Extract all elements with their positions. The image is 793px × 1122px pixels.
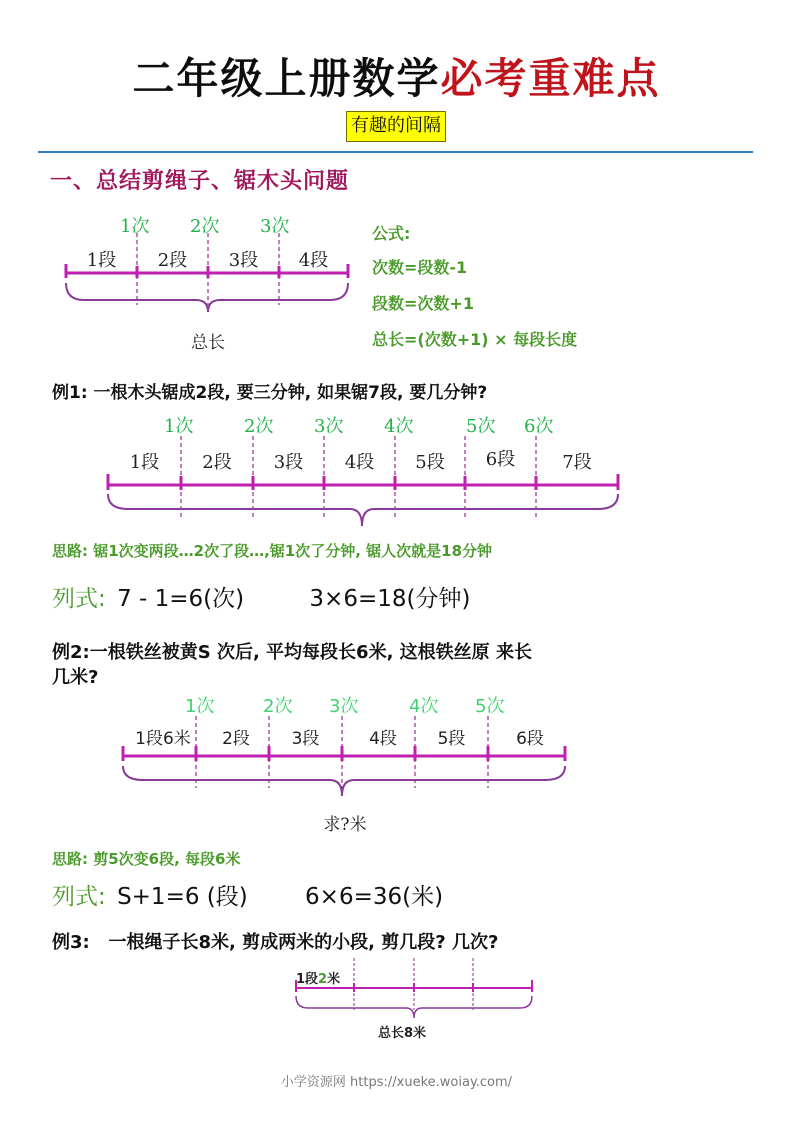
segment-label: 1段6米 bbox=[135, 729, 191, 749]
formula-title: 公式: bbox=[372, 224, 411, 243]
segment-label: 6段 bbox=[516, 729, 544, 749]
expression-label: 列式: bbox=[52, 884, 106, 910]
segment-unit: 米 bbox=[327, 972, 341, 987]
page-title bbox=[0, 46, 793, 106]
diagram-example1 bbox=[100, 408, 630, 533]
segment-label: 2段 bbox=[157, 250, 188, 271]
example2-question-line2: 几米? bbox=[52, 667, 99, 688]
segment-label: 5段 bbox=[415, 452, 445, 473]
cut-label: 2次 bbox=[190, 216, 220, 237]
cut-label: 6次 bbox=[524, 416, 554, 437]
cut-label: 2次 bbox=[244, 416, 274, 437]
title-red: 必考重难点 bbox=[440, 54, 661, 103]
segment-label: 4段 bbox=[369, 729, 397, 749]
segment-label: 7段 bbox=[562, 452, 592, 473]
formula-item: 总长=(次数+1) × 每段长度 bbox=[372, 330, 578, 349]
cut-label: 1次 bbox=[164, 416, 194, 437]
title-black: 二年级上册数学 bbox=[132, 54, 441, 103]
cut-label: 2次 bbox=[263, 696, 293, 717]
example1-question: 例1: 一根木头锯成2段, 要三分钟, 如果锯7段, 要几分钟? bbox=[52, 383, 488, 403]
example1-expression bbox=[52, 580, 470, 613]
total-length-label: 求?米 bbox=[323, 815, 367, 835]
diagram-example3 bbox=[290, 958, 540, 1043]
expression-label: 列式: bbox=[52, 586, 106, 612]
diagram-example2 bbox=[115, 688, 575, 838]
segment-label: 6段 bbox=[485, 449, 516, 470]
total-length-label: 总长 bbox=[191, 333, 225, 353]
segment-label: 3段 bbox=[228, 250, 259, 271]
header-divider bbox=[38, 151, 753, 153]
formula-item: 次数=段数-1 bbox=[372, 258, 468, 277]
segment-label: 1段 bbox=[129, 452, 160, 473]
subtitle-badge: 有趣的间隔 bbox=[346, 111, 446, 142]
cut-label: 3次 bbox=[314, 416, 344, 437]
cut-label: 3次 bbox=[260, 216, 290, 237]
segment-prefix: 1段 bbox=[296, 972, 319, 987]
segment-label: 3段 bbox=[273, 452, 304, 473]
example2-expression bbox=[52, 878, 443, 911]
expression-2: 6×6=36(米) bbox=[305, 884, 444, 910]
cut-label: 4次 bbox=[384, 416, 414, 437]
segment-label: 1段 bbox=[86, 250, 117, 271]
example1-idea: 思路: 锯1次变两段…2次了段…,锯1次了分钟, 锯人次就是18分钟 bbox=[52, 542, 493, 560]
expression-2: 3×6=18(分钟) bbox=[309, 586, 471, 612]
segment-number: 2 bbox=[318, 972, 328, 987]
expression-1: 7 - 1=6(次) bbox=[117, 586, 245, 612]
cut-label: 5次 bbox=[466, 416, 496, 437]
expression-1: S+1=6 (段) bbox=[117, 884, 248, 910]
total-length-label: 总长8米 bbox=[378, 1026, 427, 1041]
formula-item: 段数=次数+1 bbox=[372, 294, 474, 313]
section-heading: 一、总结剪绳子、锯木头问题 bbox=[50, 168, 350, 194]
segment-label: 4段 bbox=[344, 452, 375, 473]
example3-question: 例3: 一根绳子长8米, 剪成两米的小段, 剪几段? 几次? bbox=[52, 932, 499, 953]
diagram-basic bbox=[60, 208, 360, 358]
segment-label: 4段 bbox=[298, 250, 329, 271]
example2-question-line1: 例2:一根铁丝被黄S 次后, 平均每段长6米, 这根铁丝原 来长 bbox=[52, 642, 532, 663]
segment-label: 3段 bbox=[291, 729, 320, 749]
segment-label: 2段 bbox=[202, 452, 232, 473]
footer-source: 小学资源网 https://xueke.woiay.com/ bbox=[280, 1075, 513, 1090]
cut-label: 1次 bbox=[185, 696, 215, 717]
cut-label: 3次 bbox=[329, 696, 359, 717]
segment-label: 2段 bbox=[222, 729, 250, 749]
cut-label: 4次 bbox=[409, 696, 439, 717]
cut-label: 1次 bbox=[120, 216, 150, 237]
segment-length-label bbox=[296, 968, 340, 987]
cut-label: 5次 bbox=[475, 696, 505, 717]
segment-label: 5段 bbox=[437, 729, 466, 749]
example2-idea: 思路: 剪5次变6段, 每段6米 bbox=[52, 850, 241, 868]
